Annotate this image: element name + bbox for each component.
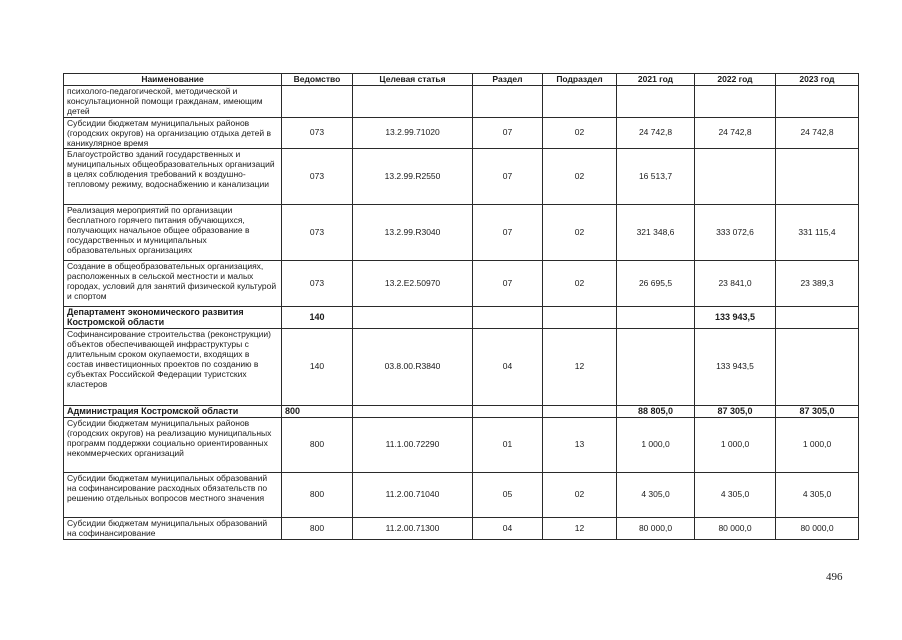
row-target-article: 13.2.99.R2550 [353,149,473,205]
department-row [64,307,859,329]
row-target-article: 11.1.00.72290 [353,418,473,473]
table-row [64,205,859,261]
row-name: Софинансирование строительства (реконструкции) объектов обеспечивающей инфраструктуры с длительным сроком окупаемости, входящих в состав инвестиционных проектов по созданию в субъектах Российской Федерации туристских кластеров [64,329,282,406]
row-2022 [695,86,776,118]
header-name: Наименование [64,74,282,86]
page-number: 496 [826,571,843,583]
row-2021 [617,86,695,118]
row-section: 05 [473,473,543,518]
row-subsection [543,307,617,329]
row-department: 140 [282,329,353,406]
row-2023: 4 305,0 [776,473,859,518]
row-2021: 88 805,0 [617,406,695,418]
row-2022: 80 000,0 [695,518,776,540]
row-target-article [353,406,473,418]
row-subsection: 02 [543,149,617,205]
row-target-article: 11.2.00.71040 [353,473,473,518]
row-name: Создание в общеобразовательных организациях, расположенных в сельской местности и малых городах, условий для занятий физической культурой и спортом [64,261,282,307]
row-name: Субсидии бюджетам муниципальных образований на софинансирование расходных обязательств по решению отдельных вопросов местного значения [64,473,282,518]
table-row [64,261,859,307]
row-2023 [776,86,859,118]
row-department: 140 [282,307,353,329]
row-2023: 87 305,0 [776,406,859,418]
row-subsection: 13 [543,418,617,473]
row-2021: 26 695,5 [617,261,695,307]
table-row [64,329,859,406]
row-name: Субсидии бюджетам муниципальных районов (городских округов) на реализацию муниципальных программ поддержки социально ориентированных некоммерческих организаций [64,418,282,473]
row-department: 073 [282,117,353,149]
header-year-2022: 2022 год [695,74,776,86]
row-2022: 4 305,0 [695,473,776,518]
row-department: 800 [282,418,353,473]
row-2023 [776,149,859,205]
row-section: 07 [473,149,543,205]
row-name: Благоустройство зданий государственных и муниципальных общеобразовательных организаций в целях соблюдения требований к воздушно-тепловому режиму, водоснабжению и канализации [64,149,282,205]
department-name: Администрация Костромской области [64,406,282,418]
table-row [64,473,859,518]
table-row [64,418,859,473]
header-year-2021: 2021 год [617,74,695,86]
row-subsection: 02 [543,205,617,261]
header-section: Раздел [473,74,543,86]
table-row [64,117,859,149]
table-row [64,149,859,205]
row-section: 04 [473,329,543,406]
row-section [473,86,543,118]
row-section: 07 [473,205,543,261]
table-header-row [64,74,859,86]
row-subsection: 02 [543,261,617,307]
table-row [64,518,859,540]
row-department: 800 [282,406,353,418]
row-subsection [543,86,617,118]
row-section: 07 [473,117,543,149]
row-2022: 133 943,5 [695,307,776,329]
row-2023: 331 115,4 [776,205,859,261]
row-2021: 321 348,6 [617,205,695,261]
row-2022: 133 943,5 [695,329,776,406]
header-subsection: Подраздел [543,74,617,86]
row-2021: 16 513,7 [617,149,695,205]
row-department: 073 [282,149,353,205]
row-department: 800 [282,518,353,540]
row-name: Субсидии бюджетам муниципальных образований на софинансирование [64,518,282,540]
row-2021 [617,307,695,329]
row-2022: 87 305,0 [695,406,776,418]
row-subsection [543,406,617,418]
table-row [64,86,859,118]
row-2023: 24 742,8 [776,117,859,149]
row-section: 07 [473,261,543,307]
row-subsection: 02 [543,117,617,149]
row-2023: 1 000,0 [776,418,859,473]
row-2021 [617,329,695,406]
row-2022: 23 841,0 [695,261,776,307]
row-target-article: 13.2.99.71020 [353,117,473,149]
row-subsection: 12 [543,518,617,540]
header-year-2023: 2023 год [776,74,859,86]
row-department: 073 [282,261,353,307]
row-2023: 80 000,0 [776,518,859,540]
row-2021: 80 000,0 [617,518,695,540]
department-name: Департамент экономического развития Костромской области [64,307,282,329]
row-2022 [695,149,776,205]
row-target-article: 13.2.E2.50970 [353,261,473,307]
row-department: 073 [282,205,353,261]
header-department: Ведомство [282,74,353,86]
budget-table [63,73,859,540]
row-target-article: 13.2.99.R3040 [353,205,473,261]
row-2021: 24 742,8 [617,117,695,149]
row-2021: 1 000,0 [617,418,695,473]
row-2022: 1 000,0 [695,418,776,473]
row-section [473,307,543,329]
row-name: психолого-педагогической, методической и консультационной помощи гражданам, имеющим детей [64,86,282,118]
row-section: 04 [473,518,543,540]
row-subsection: 02 [543,473,617,518]
header-target-article: Целевая статья [353,74,473,86]
row-2023: 23 389,3 [776,261,859,307]
row-department [282,86,353,118]
row-2023 [776,307,859,329]
row-2022: 24 742,8 [695,117,776,149]
row-subsection: 12 [543,329,617,406]
row-section: 01 [473,418,543,473]
department-row [64,406,859,418]
row-target-article [353,86,473,118]
row-department: 800 [282,473,353,518]
row-target-article: 03.8.00.R3840 [353,329,473,406]
row-target-article [353,307,473,329]
row-section [473,406,543,418]
row-name: Субсидии бюджетам муниципальных районов (городских округов) на организацию отдыха детей в каникулярное время [64,117,282,149]
row-name: Реализация мероприятий по организации бесплатного горячего питания обучающихся, получающих начальное общее образование в государственных и муниципальных образовательных организациях [64,205,282,261]
row-target-article: 11.2.00.71300 [353,518,473,540]
row-2022: 333 072,6 [695,205,776,261]
row-2021: 4 305,0 [617,473,695,518]
row-2023 [776,329,859,406]
